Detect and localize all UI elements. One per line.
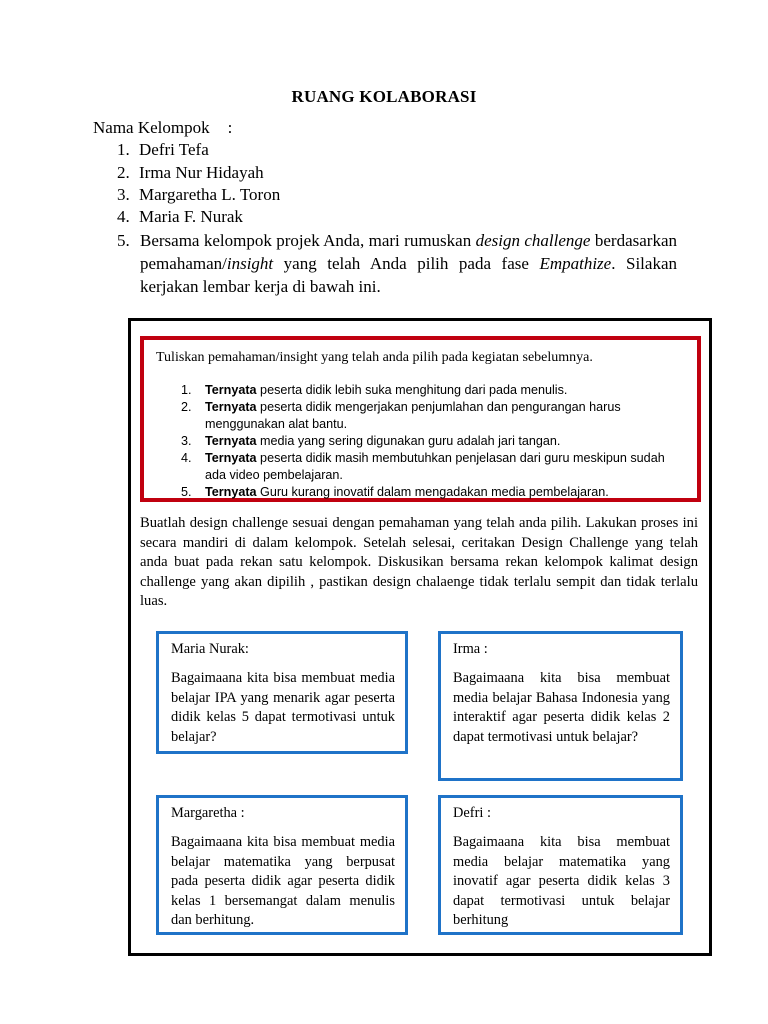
insight-item — [181, 450, 681, 484]
insight-body: peserta didik masih membutuhkan penjelasan dari guru meskipun sudah ada video pembelajaran. — [205, 451, 665, 482]
insight-number: 2. — [181, 400, 192, 414]
insight-number: 5. — [181, 485, 192, 499]
insight-keyword: Ternyata — [205, 383, 257, 397]
item-number: 5. — [117, 231, 130, 250]
insight-box — [140, 336, 701, 502]
insight-item — [181, 484, 681, 501]
item-5-text — [140, 229, 677, 298]
insight-body: media yang sering digunakan guru adalah jari tangan. — [256, 434, 561, 448]
insight-keyword: Ternyata — [205, 434, 257, 448]
item-5-text-part: . Silakan kerjakan lembar kerja di bawah ini. — [140, 254, 677, 296]
insight-keyword: Ternyata — [205, 451, 257, 465]
card-maria — [156, 631, 408, 754]
insight-item — [181, 399, 681, 433]
insight-text — [205, 484, 681, 501]
card-challenge: Bagaimaana kita bisa membuat media belajar Bahasa Indonesia yang interaktif agar peserta didik kelas 2 dapat termotivasi untuk belajar? — [453, 670, 670, 745]
group-label-text: Nama Kelompok — [93, 118, 210, 137]
card-defri — [438, 795, 683, 935]
insight-number: 1. — [181, 383, 192, 397]
insight-body: peserta didik lebih suka menghitung dari pada menulis. — [256, 383, 568, 397]
member-item-2 — [117, 162, 264, 184]
insight-text — [205, 399, 681, 433]
item-5-text-part: yang telah Anda pilih pada fase — [273, 254, 540, 273]
insight-number: 4. — [181, 451, 192, 465]
member-name: Margaretha L. Toron — [139, 185, 281, 204]
card-author: Margaretha : — [171, 805, 245, 821]
insight-item — [181, 382, 681, 399]
member-item-4 — [117, 206, 243, 228]
card-author: Maria Nurak: — [171, 641, 249, 657]
insight-number: 3. — [181, 434, 192, 448]
member-item-1 — [117, 139, 209, 161]
member-number: 2. — [117, 163, 130, 182]
insight-keyword: Ternyata — [205, 485, 257, 499]
instruction-paragraph: Buatlah design challenge sesuai dengan pemahaman yang telah anda pilih. Lakukan proses ini secara mandiri di dalam kelompok. Setelah selesai, ceritakan Design Challenge yang telah anda buat pada rekan satu kelompok. Diskusikan bersama rekan kelompok kalimat design challenge yang akan dipilih , pastikan design chalaenge tidak terlalu sempit dan tidak terlalu luas. — [140, 515, 698, 610]
card-author: Irma : — [453, 641, 488, 657]
item-5-text-part: berdasarkan pemahaman/ — [140, 231, 678, 273]
member-name: Defri Tefa — [139, 140, 209, 159]
insight-text — [205, 382, 681, 399]
member-number: 4. — [117, 207, 130, 226]
insight-keyword: Ternyata — [205, 400, 257, 414]
member-name: Maria F. Nurak — [139, 207, 243, 226]
page-title: RUANG KOLABORASI — [291, 87, 477, 106]
member-name: Irma Nur Hidayah — [139, 163, 264, 182]
item-5-italic: Empathize — [539, 254, 612, 273]
card-challenge: Bagaimaana kita bisa membuat media belajar matematika yang inovatif agar peserta didik kelas 3 dapat termotivasi untuk belajar berhitung — [453, 834, 670, 929]
insight-text — [205, 433, 681, 450]
insight-body: Guru kurang inovatif dalam mengadakan media pembelajaran. — [256, 485, 609, 499]
group-label-colon: : — [227, 118, 233, 137]
group-name-label — [93, 118, 232, 138]
insight-body: peserta didik mengerjakan penjumlahan dan pengurangan harus menggunakan alat bantu. — [205, 400, 621, 431]
insight-lead: Tuliskan pemahaman/insight yang telah anda pilih pada kegiatan sebelumnya. — [156, 350, 593, 365]
item-5-text-part: Bersama kelompok projek Anda, mari rumuskan — [140, 231, 476, 250]
insight-text — [205, 450, 681, 484]
insight-item — [181, 433, 681, 450]
card-challenge: Bagaimaana kita bisa membuat media belajar matematika yang berpusat pada peserta didik agar peserta didik kelas 1 bersemangat dalam menulis dan berhitung. — [171, 834, 395, 929]
card-margaretha — [156, 795, 408, 935]
member-number: 1. — [117, 140, 130, 159]
item-5-italic: design challenge — [475, 231, 591, 250]
item-5-italic: insight — [226, 254, 274, 273]
member-number: 3. — [117, 185, 130, 204]
card-author: Defri : — [453, 805, 491, 821]
card-challenge: Bagaimaana kita bisa membuat media belajar IPA yang menarik agar peserta didik kelas 5 dapat termotivasi untuk belajar? — [171, 670, 395, 745]
instruction-item-5 — [117, 229, 677, 298]
member-item-3 — [117, 184, 280, 206]
card-irma — [438, 631, 683, 781]
